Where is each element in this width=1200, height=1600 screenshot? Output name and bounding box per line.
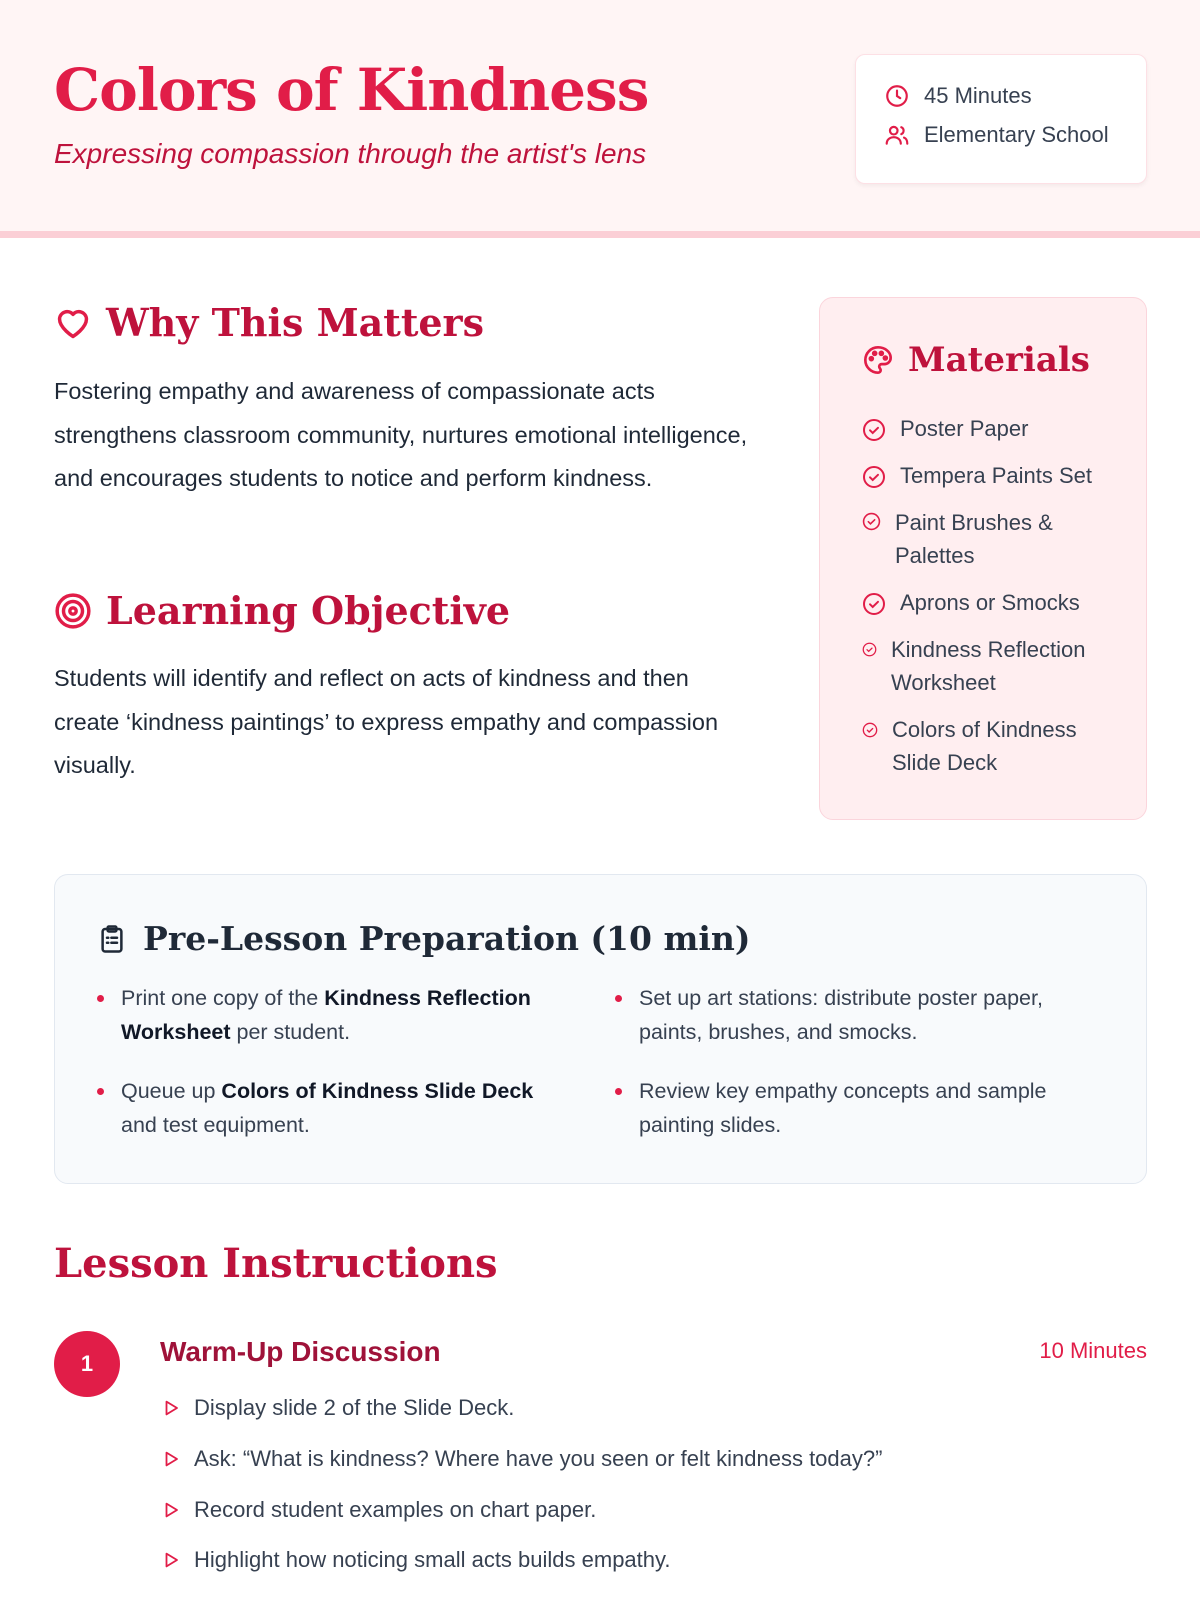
prep-text: Set up art stations: distribute poster paper, paints, brushes, and smocks. bbox=[639, 986, 1043, 1044]
prep-bold-text: Colors of Kindness Slide Deck bbox=[221, 1079, 534, 1103]
prep-title: Pre-Lesson Preparation (10 min) bbox=[143, 919, 751, 958]
play-triangle-icon bbox=[162, 1399, 180, 1417]
prep-item bbox=[615, 981, 1085, 1049]
prep-item bbox=[615, 1074, 1085, 1142]
material-item bbox=[862, 586, 1124, 619]
material-label: Tempera Paints Set bbox=[900, 463, 1092, 488]
step-title: Warm-Up Discussion bbox=[160, 1336, 441, 1367]
check-circle-icon bbox=[862, 592, 886, 616]
step-item-text: Highlight how noticing small acts builds empathy. bbox=[194, 1547, 671, 1572]
step-item bbox=[162, 1497, 596, 1523]
materials-heading bbox=[862, 340, 1090, 380]
users-icon bbox=[884, 122, 910, 148]
material-item bbox=[862, 506, 1092, 572]
heart-icon bbox=[54, 304, 92, 342]
prep-heading bbox=[97, 919, 751, 958]
material-label: Colors of Kindness Slide Deck bbox=[892, 717, 1077, 775]
palette-icon bbox=[862, 344, 894, 376]
prep-text: Queue up bbox=[121, 1079, 222, 1103]
step-item-text: Ask: “What is kindness? Where have you seen or felt kindness today?” bbox=[194, 1446, 883, 1471]
bullet-dot bbox=[615, 1088, 622, 1095]
material-item bbox=[862, 459, 1124, 492]
objective-heading bbox=[54, 588, 510, 633]
duration-row bbox=[884, 83, 1032, 109]
material-label: Paint Brushes & Palettes bbox=[895, 510, 1053, 568]
prep-item bbox=[97, 981, 567, 1049]
material-item bbox=[862, 633, 1107, 699]
prep-text: Review key empathy concepts and sample painting slides. bbox=[639, 1079, 1047, 1137]
check-circle-icon bbox=[862, 465, 886, 489]
step-time: 10 Minutes bbox=[1039, 1338, 1147, 1363]
play-triangle-icon bbox=[162, 1450, 180, 1468]
prep-item bbox=[97, 1074, 567, 1142]
step-item bbox=[162, 1395, 514, 1421]
materials-card bbox=[819, 297, 1147, 820]
objective-title: Learning Objective bbox=[106, 588, 511, 633]
step-item-text: Display slide 2 of the Slide Deck. bbox=[194, 1395, 515, 1420]
clipboard-icon bbox=[97, 924, 127, 954]
check-circle-icon bbox=[862, 512, 881, 531]
prep-text: and test equipment. bbox=[121, 1113, 310, 1137]
target-icon bbox=[54, 592, 92, 630]
lesson-header bbox=[0, 0, 1200, 238]
material-item bbox=[862, 412, 1124, 445]
lesson-title: Lesson Instructions bbox=[54, 1240, 498, 1287]
material-label: Kindness Reflection Worksheet bbox=[891, 637, 1086, 695]
prep-text: per student. bbox=[230, 1020, 351, 1044]
step-item bbox=[162, 1547, 671, 1573]
materials-title: Materials bbox=[908, 340, 1090, 380]
clock-icon bbox=[884, 83, 910, 109]
material-label: Aprons or Smocks bbox=[900, 590, 1080, 615]
duration-text: 45 Minutes bbox=[924, 83, 1032, 108]
why-heading bbox=[54, 300, 484, 345]
why-title: Why This Matters bbox=[106, 300, 484, 345]
audience-text: Elementary School bbox=[924, 122, 1109, 147]
step-item-text: Record student examples on chart paper. bbox=[194, 1497, 597, 1522]
page-title: Colors of Kindness bbox=[54, 56, 649, 124]
bullet-dot bbox=[97, 1088, 104, 1095]
play-triangle-icon bbox=[162, 1551, 180, 1569]
step-item bbox=[162, 1446, 882, 1472]
prep-bold-text: Kindness Reflection Worksheet bbox=[121, 986, 531, 1044]
page-subtitle: Expressing compassion through the artist's lens bbox=[54, 138, 647, 169]
lesson-meta-card bbox=[855, 54, 1147, 184]
material-item bbox=[862, 713, 1107, 779]
step-number-badge: 1 bbox=[54, 1331, 120, 1397]
material-label: Poster Paper bbox=[900, 416, 1029, 441]
audience-row bbox=[884, 122, 1109, 148]
bullet-dot bbox=[615, 995, 622, 1002]
prep-card bbox=[54, 874, 1147, 1184]
objective-text: Students will identify and reflect on acts of kindness and then create ‘kindness paintings’ to express empathy and compassion visually. bbox=[54, 665, 719, 778]
check-circle-icon bbox=[862, 418, 886, 442]
check-circle-icon bbox=[862, 642, 877, 657]
prep-text: Print one copy of the bbox=[121, 986, 325, 1010]
why-text: Fostering empathy and awareness of compassionate acts strengthens classroom community, nurtures emotional intelligence, and encourages students to notice and perform kindness. bbox=[54, 378, 748, 491]
check-circle-icon bbox=[862, 722, 878, 738]
play-triangle-icon bbox=[162, 1501, 180, 1519]
bullet-dot bbox=[97, 995, 104, 1002]
